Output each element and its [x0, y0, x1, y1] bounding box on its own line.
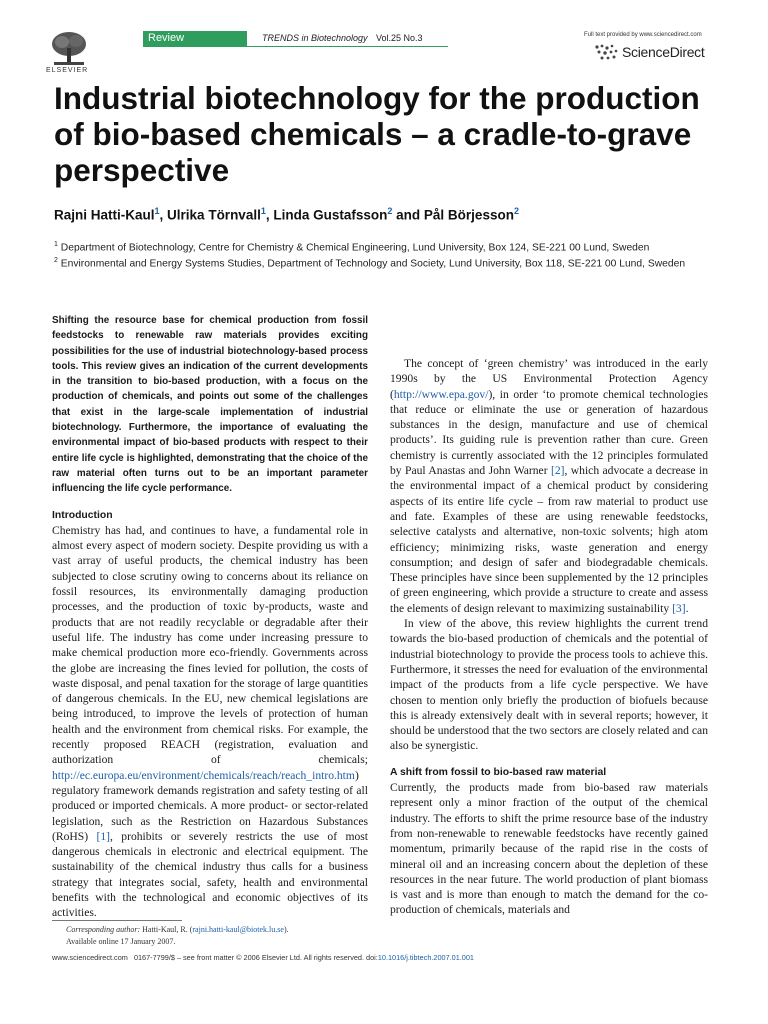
footer-issn: 0167-7799/$ – see front matter © 2006 Elsevier Ltd. All rights reserved. doi: — [133, 953, 378, 962]
reach-link[interactable]: http://ec.europa.eu/environment/chemicals/reach/reach_intro.htm — [52, 768, 355, 782]
left-column — [52, 313, 368, 921]
body-text: The concept of ‘green chemistry’ was introduced in the early 1990s by the US Environmental Protection Agency ( — [390, 357, 708, 401]
affiliation-number: 2 — [54, 257, 58, 265]
citation-link[interactable]: [3] — [672, 601, 686, 615]
author-affiliation-ref[interactable]: 2 — [513, 206, 519, 216]
footer-site[interactable]: www.sciencedirect.com — [52, 953, 128, 962]
sciencedirect-wordmark: ScienceDirect — [622, 44, 705, 60]
author-name[interactable]: Ulrika Törnvall — [167, 207, 261, 223]
affiliations — [54, 238, 714, 271]
affiliation-number: 1 — [54, 241, 58, 248]
body-text: . — [685, 601, 689, 615]
section-heading-introduction: Introduction — [52, 509, 113, 521]
author-affiliation-ref[interactable]: 1 — [154, 206, 160, 216]
footnote-rule — [52, 920, 182, 921]
green-chemistry-paragraph — [390, 356, 708, 616]
body-text: ) regulatory framework demands registration and safety testing of all produced or imported chemicals. A more product- or sector-related legislation, such as the Restriction on Hazardous Substances (RoHS) — [52, 768, 368, 843]
affiliation-item — [54, 254, 714, 270]
author-list — [54, 206, 519, 223]
available-online: Available online 17 January 2007. — [66, 937, 176, 946]
corr-name: Hatti-Kaul, R. — [142, 925, 188, 934]
journal-name: TRENDS in Biotechnology — [262, 33, 368, 43]
body-text: Chemistry has had, and continues to have, a fundamental role in almost every aspect of modern society. Despite providing us with a vast array of useful products, the chemical industry has been subjected to close scrutiny owing to concerns about its reliance on fossil resources, its environmentally damaging production processes, and the production of toxic by-products, waste and products that are not readily recyclable or degradable after their useful life. The industry has come under increasing pressure to make chemical production more eco-friendly. Governments across the globe are increasing the fines levied for pollution, the costs of waste disposal, and penal taxation for the storage of large quantities of dangerous chemicals. In the EU, new chemical legislations are being introduced, to improve the levels of protection of human health and the environment from chemical risks. For example, the recently proposed REACH (registration, evaluation and authorization of chemicals; — [52, 523, 368, 767]
author-name[interactable]: Linda Gustafsson — [273, 207, 388, 223]
sciencedirect-dots-icon — [593, 43, 619, 63]
section-label: Review — [148, 32, 185, 44]
body-text: , prohibits or severely restricts the use of most dangerous chemicals in electronic and electrical equipment. The sustainability of the chemical industry thus calls for a business strategy that integrates social, safety, health and environmental benefits with the technological and economic objectives of its activities. — [52, 829, 368, 920]
fulltext-note: Full text provided by www.sciencedirect.com — [584, 32, 702, 38]
epa-link[interactable]: http://www.epa.gov/ — [393, 387, 489, 401]
journal-volume: Vol.25 No.3 — [376, 33, 423, 43]
section-heading-shift: A shift from fossil to bio-based raw material — [390, 766, 607, 778]
shift-paragraph: Currently, the products made from bio-based raw materials represent only a minor fraction of the output of the chemical industry. The efforts to shift the prime resource base of the industry from non-renewable to renewable feedstocks have recently gained momentum, primarily because of the rapid rise in the costs of mineral oil and an increasing concern about the depletion of these resources in the near future. The world production of plant biomass is vast and is more than enough to match the demand for the co-production of chemicals, materials and — [390, 781, 708, 917]
affiliation-text: Department of Biotechnology, Centre for Chemistry & Chemical Engineering, Lund University, Box 124, SE-221 00 Lund, Sweden — [60, 242, 650, 254]
corresponding-author-line: Corresponding author: Hatti-Kaul, R. (rajni.hatti-kaul@biotek.lu.se). — [66, 925, 289, 934]
author-separator: , — [159, 207, 168, 223]
author-name[interactable]: Rajni Hatti-Kaul — [54, 207, 155, 223]
author-separator: and — [392, 207, 424, 223]
author-separator: , — [265, 207, 274, 223]
doi-link[interactable]: 10.1016/j.tibtech.2007.01.001 — [377, 953, 474, 962]
right-column — [390, 356, 708, 918]
footnote — [66, 924, 289, 948]
body-text: , which advocate a decrease in the environmental impact of a chemical product by considering aspects of its entire life cycle – from raw material to product use and fate. Examples of these are using renewable feedstocks, selective catalysts and alternative, non-toxic solvents; high atom efficiency; minimizing risks, waste generation and energy consumption; and design of safer and biodegradable chemicals. These principles have since been supplemented by the 12 principles of green engineering, which provide a structure to create and assess the elements of design relevant to maximizing sustainability — [390, 464, 708, 615]
corr-label: Corresponding author: — [66, 925, 141, 934]
author-affiliation-ref[interactable]: 2 — [387, 206, 393, 216]
page-footer — [52, 953, 474, 962]
citation-link[interactable]: [1] — [96, 829, 110, 843]
author-affiliation-ref[interactable]: 1 — [260, 206, 266, 216]
body-text: ), in order ‘to promote chemical technologies that reduce or eliminate the use or generation of hazardous substances in the design, manufacture and use of chemical products’. Its guiding rule is prevention rather than cure. Green chemistry is currently associated with the 12 principles formulated by Paul Anastas and John Warner — [390, 387, 708, 478]
author-name[interactable]: Pål Börjesson — [423, 207, 514, 223]
intro-paragraph — [52, 523, 368, 921]
publisher-name: ELSEVIER — [46, 67, 89, 74]
scope-paragraph: In view of the above, this review highlights the current trend towards the bio-based production of chemicals and the potential of industrial biotechnology to provide the process tools to achieve this. Furthermore, it stresses the need for evaluation of the environmental impact of the products from a life cycle perspective. We have chosen to mention only briefly the production of biofuels because this is already extensively dealt with in several reports; however, it should be understood that the two sectors are closely related and can also be synergistic. — [390, 617, 708, 753]
article-title: Industrial biotechnology for the production of bio-based chemicals – a cradle-to-grave perspective — [54, 80, 700, 188]
abstract: Shifting the resource base for chemical production from fossil feedstocks to renewable raw materials provides exciting possibilities for the use of industrial biotechnology-based process tools. This review gives an indication of the current developments in the transition to bio-based production, with a focus on the production of chemicals, and points out some of the challenges that exist in the large-scale implementation of industrial biotechnology. Furthermore, the importance of evaluating the environmental impact of bio-based products with respect to their entire life cycle is highlighted, demonstrating that the choice of the raw material often turns out to be an important parameter influencing the life cycle performance. — [52, 315, 368, 495]
corr-email-link[interactable]: rajni.hatti-kaul@biotek.lu.se — [192, 925, 284, 934]
affiliation-text: Environmental and Energy Systems Studies, Department of Technology and Society, Lund University, Box 118, SE-221 00 Lund, Sweden — [60, 258, 686, 270]
header-rule — [143, 46, 448, 47]
affiliation-item — [54, 238, 714, 254]
citation-link[interactable]: [2] — [550, 464, 565, 478]
